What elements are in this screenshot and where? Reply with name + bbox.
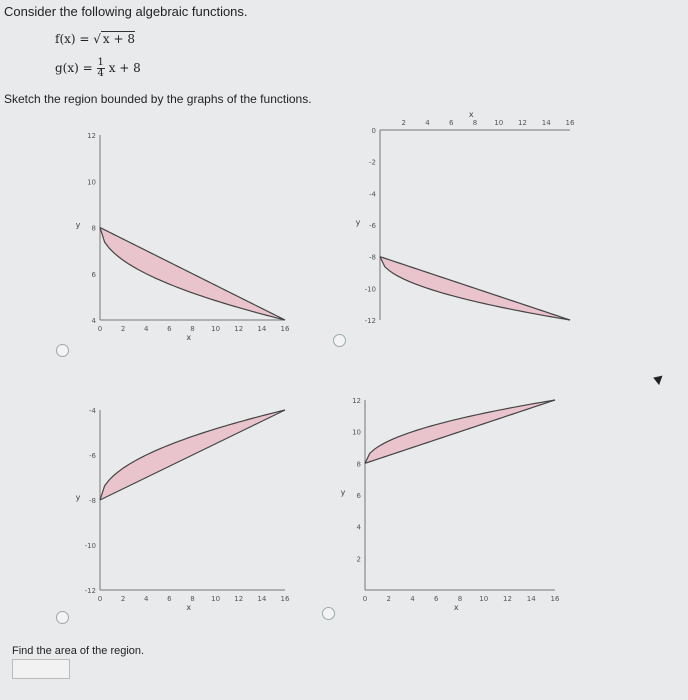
y-tick-label: -10 xyxy=(84,542,96,550)
y-tick-label: 6 xyxy=(91,270,96,279)
x-tick-label: 0 xyxy=(362,595,368,603)
function-f: f(x) = √ x + 8 xyxy=(55,32,136,46)
y-tick-label: -2 xyxy=(369,158,376,167)
y-tick-label: 2 xyxy=(356,555,361,564)
y-tick-label: -12 xyxy=(84,587,96,595)
g-expression: x + 8 xyxy=(108,61,141,75)
x-tick-label: 8 xyxy=(457,595,463,603)
graph-c-svg xyxy=(55,395,295,620)
g-fraction xyxy=(97,58,105,79)
g-denominator: 4 xyxy=(97,68,104,79)
radio-option-d[interactable] xyxy=(322,607,335,620)
x-tick-label: 12 xyxy=(234,595,244,603)
graph-d-svg xyxy=(335,385,585,620)
y-tick-label: -6 xyxy=(89,452,96,460)
x-tick-label: 10 xyxy=(494,119,504,127)
y-axis-label: y xyxy=(355,218,361,227)
radio-option-a[interactable] xyxy=(56,344,69,357)
x-tick-label: 10 xyxy=(211,325,221,333)
y-tick-label: -12 xyxy=(364,317,376,325)
x-tick-label: 6 xyxy=(167,325,172,333)
function-g xyxy=(55,58,141,79)
find-area-prompt: Find the area of the region. xyxy=(12,645,145,657)
y-tick-label: 4 xyxy=(91,317,96,325)
y-tick-label: 4 xyxy=(356,523,361,532)
y-axis-label: y xyxy=(75,493,81,502)
x-tick-label: 6 xyxy=(449,119,454,127)
x-axis-label: x xyxy=(186,333,192,342)
x-tick-label: 10 xyxy=(479,595,489,603)
graph-option-a xyxy=(55,120,295,355)
f-label: f(x) = xyxy=(55,32,90,46)
x-tick-label: 6 xyxy=(167,595,172,603)
x-tick-label: 14 xyxy=(257,325,267,333)
x-tick-label: 14 xyxy=(526,595,536,603)
x-tick-label: 16 xyxy=(280,595,290,603)
y-axis-label: y xyxy=(340,488,346,497)
y-tick-label: 10 xyxy=(87,178,96,187)
line-series xyxy=(380,257,570,320)
x-tick-label: 12 xyxy=(518,119,527,127)
line-series xyxy=(365,400,555,463)
graph-a-svg xyxy=(55,120,295,355)
x-tick-label: 4 xyxy=(410,595,415,603)
x-axis-label: x xyxy=(453,603,459,612)
instruction-text: Sketch the region bounded by the graphs of the functions. xyxy=(4,92,312,106)
x-tick-label: 12 xyxy=(234,325,244,333)
y-tick-label: -8 xyxy=(369,253,376,262)
g-numerator: 1 xyxy=(97,57,104,68)
x-tick-label: 14 xyxy=(541,119,551,127)
x-tick-label: 2 xyxy=(386,595,391,603)
question-title: Consider the following algebraic functions. xyxy=(4,4,248,19)
x-tick-label: 0 xyxy=(97,595,103,603)
x-axis-label: x xyxy=(468,110,474,119)
y-tick-label: 0 xyxy=(371,127,376,135)
x-tick-label: 2 xyxy=(120,595,126,603)
graph-option-d xyxy=(335,385,585,620)
f-expression: x + 8 xyxy=(102,32,136,46)
mouse-cursor-icon xyxy=(652,373,663,385)
x-tick-label: 4 xyxy=(144,595,149,603)
graph-b-svg xyxy=(335,100,585,335)
x-tick-label: 8 xyxy=(190,325,195,333)
y-tick-label: 8 xyxy=(91,224,96,233)
x-tick-label: 10 xyxy=(211,595,221,603)
x-axis-label: x xyxy=(186,603,192,612)
line-series xyxy=(100,228,285,321)
y-tick-label: 6 xyxy=(356,492,361,500)
x-tick-label: 14 xyxy=(257,595,267,603)
x-tick-label: 12 xyxy=(503,595,512,603)
y-tick-label: 10 xyxy=(352,428,361,437)
x-tick-label: 0 xyxy=(97,325,103,333)
x-tick-label: 16 xyxy=(280,325,290,333)
y-tick-label: -8 xyxy=(89,497,96,505)
g-label: g(x) = xyxy=(55,61,93,75)
graph-option-b xyxy=(335,100,585,335)
y-tick-label: 12 xyxy=(87,132,96,140)
x-tick-label: 8 xyxy=(472,119,478,127)
x-tick-label: 4 xyxy=(144,325,149,333)
x-tick-label: 16 xyxy=(550,595,560,603)
y-tick-label: 8 xyxy=(356,460,361,469)
y-tick-label: -4 xyxy=(369,190,376,199)
y-tick-label: 12 xyxy=(352,397,361,405)
x-tick-label: 4 xyxy=(425,119,430,127)
x-tick-label: 2 xyxy=(120,325,126,333)
radio-option-c[interactable] xyxy=(56,611,69,624)
x-tick-label: 16 xyxy=(565,119,575,127)
radio-option-b[interactable] xyxy=(333,334,346,347)
x-tick-label: 6 xyxy=(434,595,439,603)
line-series xyxy=(100,410,285,500)
y-tick-label: -10 xyxy=(364,285,376,294)
area-answer-input[interactable] xyxy=(12,659,70,679)
y-axis-label: y xyxy=(75,220,81,230)
x-tick-label: 8 xyxy=(190,595,195,603)
y-tick-label: -6 xyxy=(369,222,376,230)
x-tick-label: 2 xyxy=(401,119,406,127)
graph-option-c xyxy=(55,395,295,620)
y-tick-label: -4 xyxy=(89,407,96,415)
